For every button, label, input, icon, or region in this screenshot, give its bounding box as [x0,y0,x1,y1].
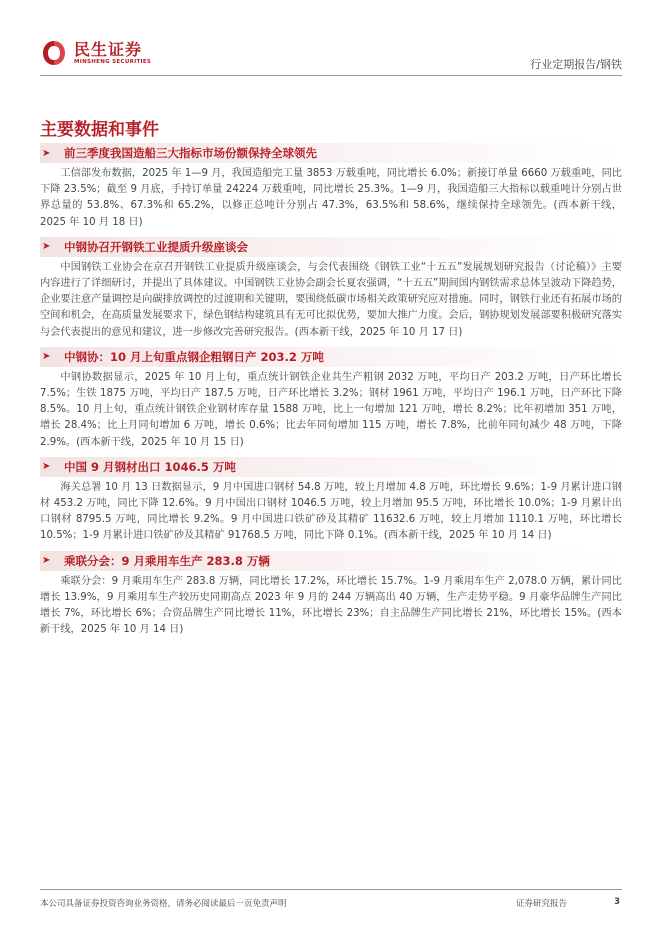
section-heading [40,457,622,477]
footer-disclaimer: 本公司具备证券投资咨询业务资格，请务必阅读最后一页免责声明 [40,899,287,909]
page-number: 3 [614,897,620,907]
arrow-bullet-icon: ➤ [42,147,51,159]
section-heading [40,551,622,571]
arrow-bullet-icon: ➤ [42,351,51,363]
section-paragraph: 中国钢铁工业协会在京召开钢铁工业提质升级座谈会，与会代表围绕《钢铁工业“十五五”发展规划研究报告（讨论稿）》主要内容进行了详细研讨，并提出了具体建议。中国钢铁工业协会副会长夏农强调，“十五五”期间国内钢铁需求总体呈波动下降趋势，企业要注意产量调控是向碳排放调控的过渡期和关键期，要围绕低碳市场相关政策研究应对措施。同时，钢铁行业还有拓展市场的空间和机会，在高质量发展要求下，绿色钢结构建筑具有无可比拟优势，要加大推广力度。会后，钢协规划发展部要积极研究落实与会代表提出的意见和建议，进一步修改完善研究报告。(西本新干线，2025 年 10 月 17 日) [40,261,622,338]
brand-name-cn: 民生证券 [74,39,143,59]
section-paragraph: 中钢协数据显示，2025 年 10 月上旬，重点统计钢铁企业共生产粗钢 2032 万吨，平均日产 203.2 万吨，日产环比增长 7.5%；生铁 1875 万吨，平均日产 187.5 万吨，日产环比增长 3.2%；钢材 1961 万吨，平均日产 196.1 万吨，日产环比下降 8.5%。10 月上旬，重点统计钢铁企业钢材库存量 1588 万吨，比上一旬增加 121 万吨，增长 8.2%；比年初增加 351 万吨，增长 28.4%；比上月同旬增加 6 万吨，增长 0.6%；比去年同旬增加 115 万吨，增长 7.8%，比前年同旬减少 48 万吨，下降 2.9%。(西本新干线，2025 年 10 月 15 日) [40,371,622,448]
section-heading-text: 前三季度我国造船三大指标市场份额保持全球领先 [64,146,317,160]
section-paragraph: 工信部发布数据，2025 年 1—9 月，我国造船完工量 3853 万载重吨，同比增长 6.0%；新接订单量 6660 万载重吨，同比下降 23.5%；截至 9 月底，手持订单量 24224 万载重吨，同比增长 25.3%。1—9 月，我国造船三大指标以载重吨计分别占世界总量的 53.8%、67.3%和 65.2%，以修正总吨计分别占 47.3%，63.5%和 58.6%，继续保持全球领先。(西本新干线，2025 年 10 月 18 日) [40,168,622,228]
section-heading [40,347,622,367]
section-heading-text: 乘联分会：9 月乘用车生产 283.8 万辆 [64,553,270,568]
brand-name-en: MINSHENG SECURITIES [74,58,152,65]
page-header [0,0,662,80]
arrow-bullet-icon: ➤ [42,461,51,473]
footer-report-label: 证券研究报告 [516,899,568,909]
section-paragraph: 海关总署 10 月 13 日数据显示，9 月中国进口钢材 54.8 万吨，较上月增加 4.8 万吨，环比增长 9.6%；1-9 月累计进口钢材 453.2 万吨，同比下降 12.6%。9 月中国出口钢材 1046.5 万吨，较上月增加 95.5 万吨，环比增长 10.0%；1-9 月累计出口钢材 8795.5 万吨，同比增长 9.2%。9 月中国进口铁矿砂及其精矿 11632.6 万吨，较上月增加 1110.1 万吨，环比增长 10.5%；1-9 月累计进口铁矿砂及其精矿 91768.5 万吨，同比下降 0.1%。(西本新干线，2025 年 10 月 14 日) [40,481,622,542]
header-divider [40,75,622,76]
section-heading-text: 中钢协：10 月上旬重点钢企粗钢日产 203.2 万吨 [64,349,324,364]
minsheng-logo-icon [40,39,68,67]
minsheng-logo [40,39,151,67]
section-heading [40,237,622,257]
section-paragraph: 乘联分会：9 月乘用车生产 283.8 万辆，同比增长 17.2%，环比增长 15.7%。1-9 月乘用车生产 2,078.0 万辆，累计同比增长 13.9%，9 月乘用车生产较历史同期高点 2023 年 9 月的 244 万辆高出 40 万辆，生产走势平稳。9 月豪华品牌生产同比增长 7%，环比增长 6%；合资品牌生产同比增长 11%，环比增长 23%；自主品牌生产同比增长 21%，环比增长 15%。(西本新干线，2025 年 10 月 14 日) [40,575,622,636]
arrow-bullet-icon: ➤ [42,241,51,253]
footer-divider [40,889,622,890]
page-title: 主要数据和事件 [40,120,159,140]
section-heading [40,143,622,163]
arrow-bullet-icon: ➤ [42,555,51,567]
section-heading-text: 中钢协召开钢铁工业提质升级座谈会 [64,239,248,254]
report-type: 行业定期报告/钢铁 [530,58,622,71]
content-area [40,143,622,644]
section-heading-text: 中国 9 月钢材出口 1046.5 万吨 [64,459,236,474]
